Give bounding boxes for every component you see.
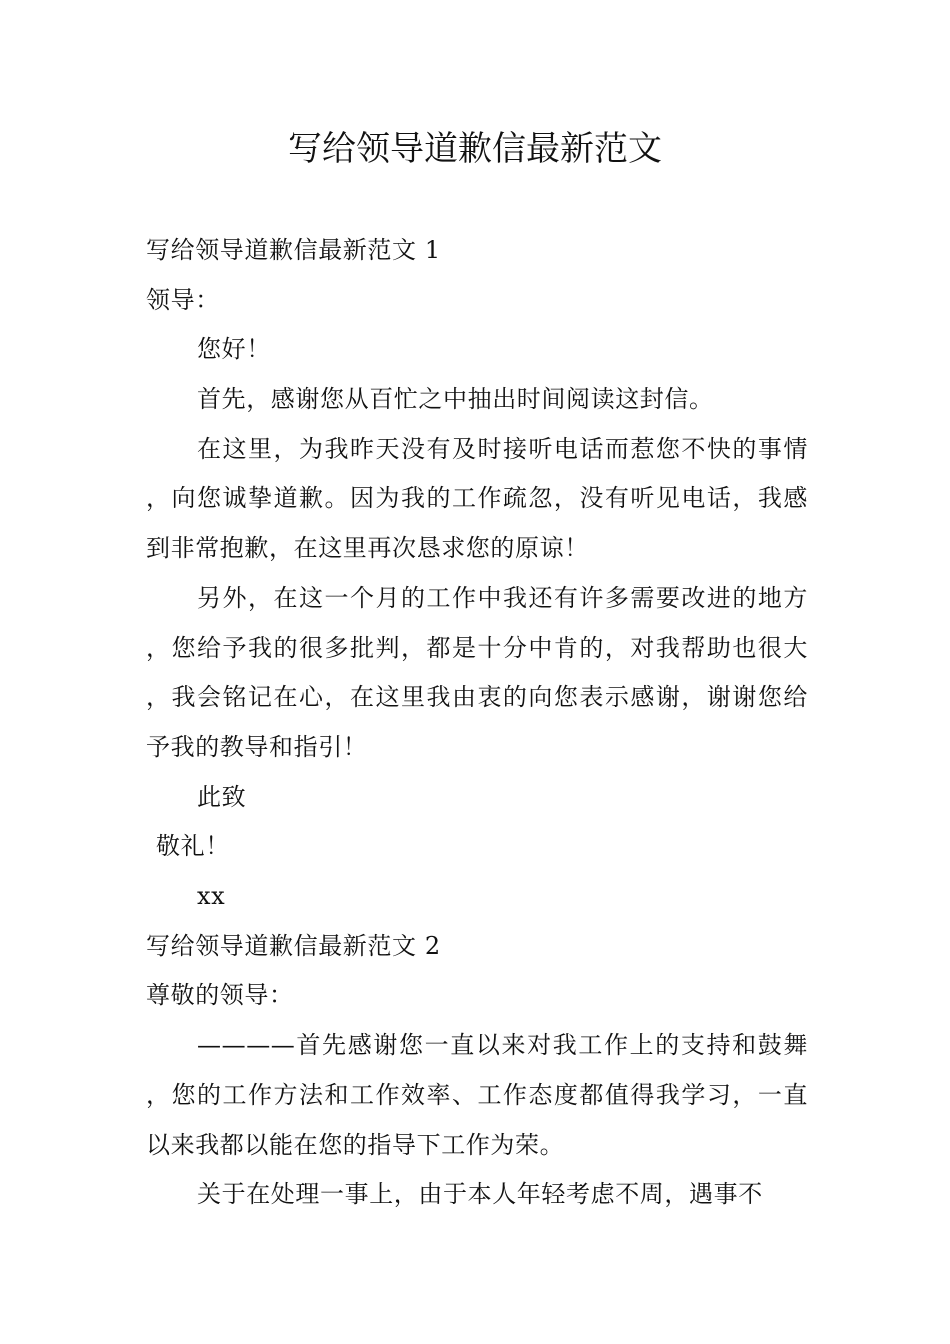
letter1-closing-2: 敬礼！ [156,832,230,861]
letter1-salutation: 领导： [146,285,220,314]
document-title: 写给领导道歉信最新范文 [288,129,662,169]
letter2-paragraph-2: 关于在处理一事上，由于本人年轻考虑不周，遇事不 [197,1180,763,1209]
letter1-paragraph-3: 另外，在这一个月的工作中我还有许多需要改进的地方，您给予我的很多批判，都是十分中肯的，对我帮助也很大，我会铭记在心，在这里我由衷的向您表示感谢，谢谢您给予我的教导和指引！ [146,583,808,761]
letter1-paragraph-1: 首先，感谢您从百忙之中抽出时间阅读这封信。 [197,385,714,414]
letter1-signature: xx [197,882,226,911]
letter1-heading: 写给领导道歉信最新范文 1 [146,236,441,264]
letter1-greeting: 您好！ [197,335,271,364]
letter1-paragraph-2: 在这里，为我昨天没有及时接听电话而惹您不快的事情，向您诚挚道歉。因为我的工作疏忽，没有听见电话，我感到非常抱歉，在这里再次恳求您的原谅！ [146,434,808,563]
letter2-heading: 写给领导道歉信最新范文 2 [146,931,441,960]
letter1-closing-1: 此致 [197,782,247,811]
letter2-salutation: 尊敬的领导： [146,981,294,1010]
document-body [146,226,808,1220]
letter2-paragraph-1: ————首先感谢您一直以来对我工作上的支持和鼓舞，您的工作方法和工作效率、工作态度都值得我学习，一直以来我都以能在您的指导下工作为荣。 [146,1031,808,1159]
